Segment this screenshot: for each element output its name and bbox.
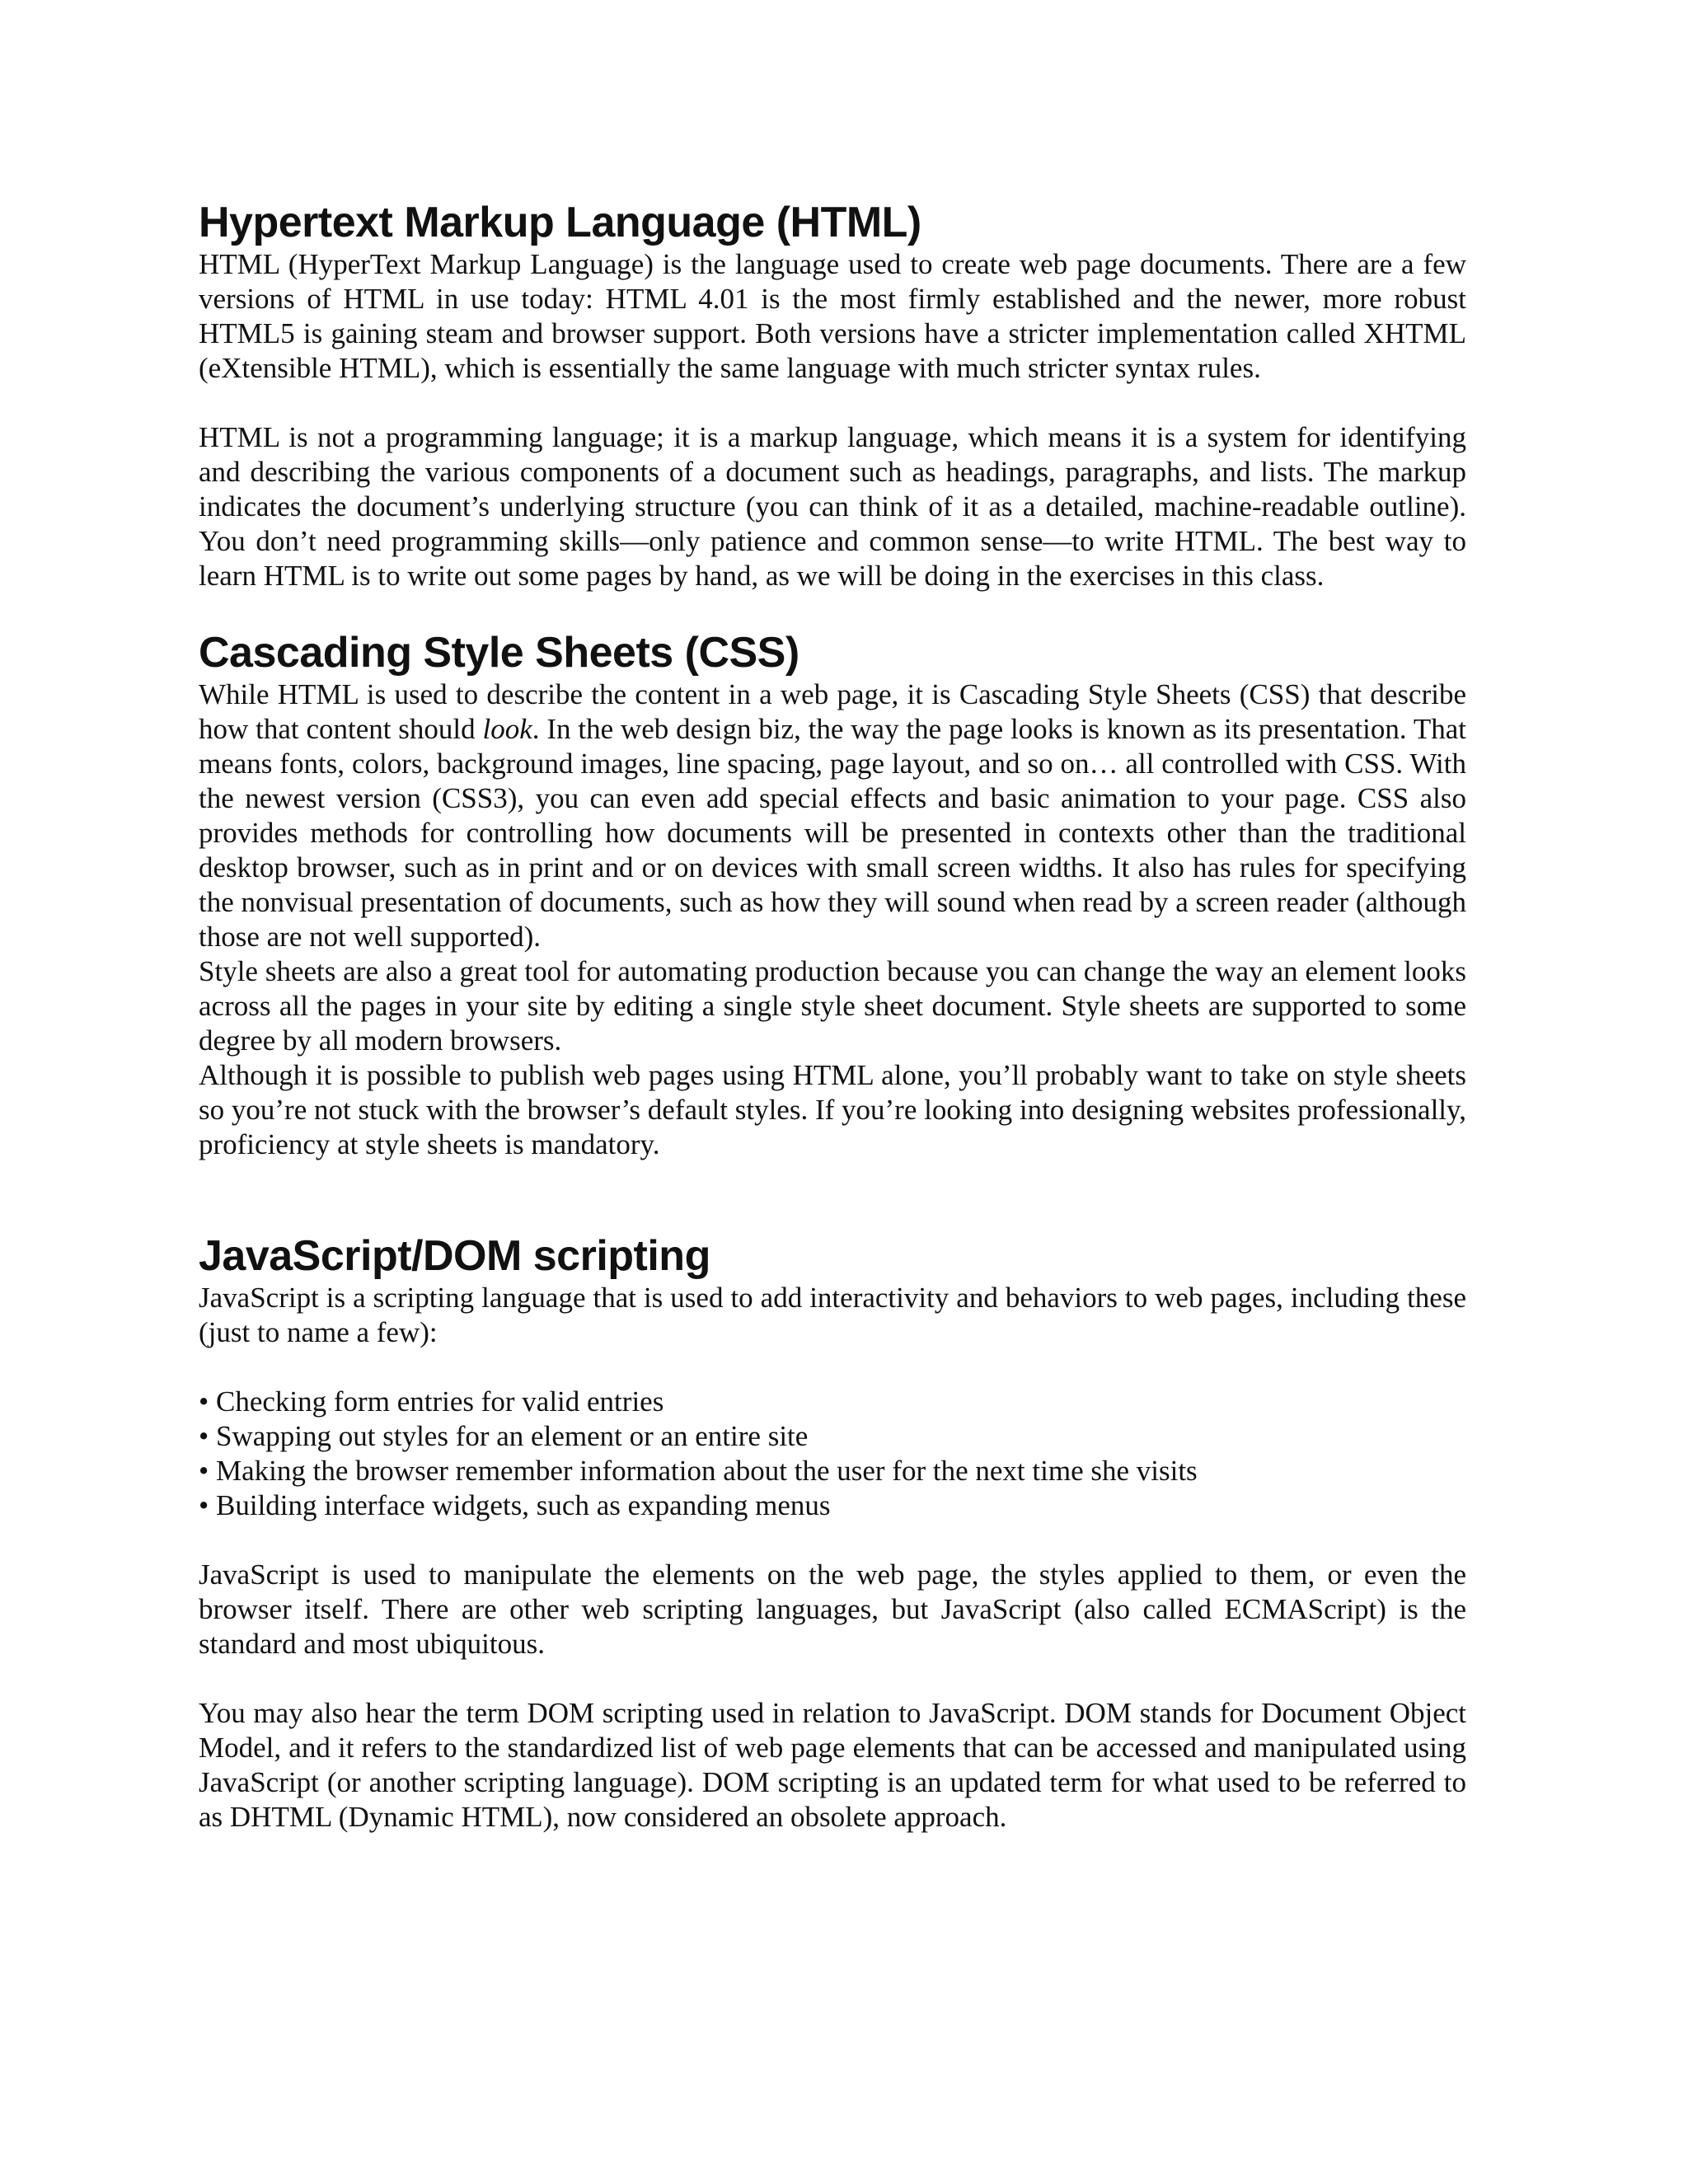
- document-page: [199, 198, 1466, 1835]
- list-item: • Making the browser remember information about the user for the next time she visits: [199, 1454, 1466, 1488]
- section-heading: Hypertext Markup Language (HTML): [199, 199, 921, 246]
- paragraph: Although it is possible to publish web pages using HTML alone, you’ll probably want to take on style sheets so you’re not stuck with the browser’s default styles. If you’re looking into designing websites professionally, proficiency at style sheets is mandatory.: [199, 1059, 1466, 1160]
- paragraph: JavaScript is used to manipulate the elements on the web page, the styles applied to them, or even the browser itself. There are other web scripting languages, but JavaScript (also called ECMAScript) is the standard and most ubiquitous.: [199, 1558, 1466, 1660]
- section-css: [199, 628, 1466, 1162]
- bullet-list: [199, 1385, 1466, 1523]
- list-item: • Checking form entries for valid entries: [199, 1385, 1466, 1419]
- paragraph: Style sheets are also a great tool for automating production because you can change the way an element looks across all the pages in your site by editing a single style sheet document. Style sheets are supported to some degree by all modern browsers.: [199, 955, 1466, 1057]
- paragraph: JavaScript is a scripting language that is used to add interactivity and behaviors to web pages, including these (just to name a few):: [199, 1282, 1466, 1348]
- section-heading: JavaScript/DOM scripting: [199, 1232, 710, 1280]
- emphasis-text: look: [482, 713, 532, 745]
- paragraph-text: While HTML is used to describe the content in a web page, it is Cascading Style Sheets (CSS) that describe how that content should: [199, 678, 1466, 745]
- paragraph: HTML (HyperText Markup Language) is the language used to create web page documents. There are a few versions of HTML in use today: HTML 4.01 is the most firmly established and the newer, more robust HTML5 is gaining steam and browser support. Both versions have a stricter implementation called XHTML (eXtensible HTML), which is essentially the same language with much stricter syntax rules.: [199, 248, 1466, 384]
- paragraph: HTML is not a programming language; it is a markup language, which means it is a system for identifying and describing the various components of a document such as headings, paragraphs, and lists. The markup indicates the document’s underlying structure (you can think of it as a detailed, machine-readable outline). You don’t need programming skills—only patience and common sense—to write HTML. The best way to learn HTML is to write out some pages by hand, as we will be doing in the exercises in this class.: [199, 421, 1466, 592]
- list-item: • Swapping out styles for an element or an entire site: [199, 1419, 1466, 1454]
- section-heading: Cascading Style Sheets (CSS): [199, 629, 799, 677]
- paragraph: [199, 677, 1466, 954]
- paragraph: You may also hear the term DOM scripting used in relation to JavaScript. DOM stands for Document Object Model, and it refers to the standardized list of web page elements that can be accessed and manipulated using JavaScript (or another scripting language). DOM scripting is an updated term for what used to be referred to as DHTML (Dynamic HTML), now considered an obsolete approach.: [199, 1697, 1466, 1833]
- paragraph-text: . In the web design biz, the way the page looks is known as its presentation. That means fonts, colors, background images, line spacing, page layout, and so on… all controlled with CSS. With the newest version (CSS3), you can even add special effects and basic animation to your page. CSS also provides methods for controlling how documents will be presented in contexts other than the traditional desktop browser, such as in print and or on devices with small screen widths. It also has rules for specifying the nonvisual presentation of documents, such as how they will sound when read by a screen reader (although those are not well supported).: [199, 713, 1466, 953]
- section-html: [199, 198, 1466, 593]
- list-item: • Building interface widgets, such as expanding menus: [199, 1488, 1466, 1523]
- section-javascript: [199, 1231, 1466, 1835]
